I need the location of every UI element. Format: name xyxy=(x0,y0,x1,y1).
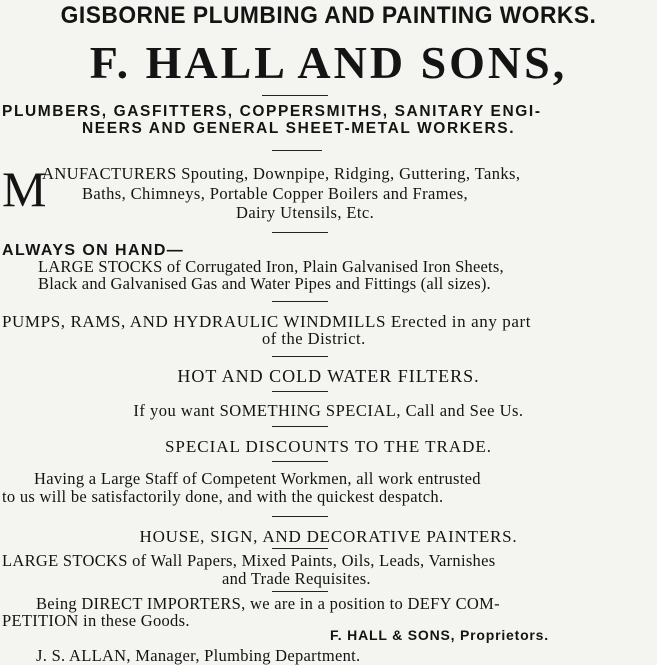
divider xyxy=(272,356,328,357)
divider xyxy=(272,591,328,592)
staff-line-2: to us will be satisfactorily done, and with the quickest despatch. xyxy=(2,487,444,506)
wall-papers-line-1: LARGE STOCKS of Wall Papers, Mixed Paints, Oils, Leads, Varnishes xyxy=(2,551,496,570)
divider xyxy=(272,150,322,151)
manufacturers-line-1: ANUFACTURERS Spouting, Downpipe, Ridging, Guttering, Tanks, xyxy=(42,164,521,183)
water-filters-line: HOT AND COLD WATER FILTERS. xyxy=(177,366,480,386)
works-title: GISBORNE PLUMBING AND PAINTING WORKS. xyxy=(60,2,597,29)
importers-line-1: Being DIRECT IMPORTERS, we are in a position to DEFY COM- xyxy=(36,594,500,613)
importers-line-2: PETITION in these Goods. xyxy=(2,611,190,630)
pumps-line-2: of the District. xyxy=(262,329,366,348)
divider xyxy=(272,301,328,302)
divider xyxy=(272,426,328,427)
divider xyxy=(272,232,328,233)
something-special-line: If you want SOMETHING SPECIAL, Call and See Us. xyxy=(133,401,524,420)
manufacturers-line-2: Baths, Chimneys, Portable Copper Boilers and Frames, xyxy=(82,184,469,203)
divider xyxy=(272,516,328,517)
divider xyxy=(262,95,328,96)
on-hand-line-1: LARGE STOCKS of Corrugated Iron, Plain Galvanised Iron Sheets, xyxy=(38,257,504,276)
pumps-line-1: PUMPS, RAMS, AND HYDRAULIC WINDMILLS Erected in any part xyxy=(2,312,532,331)
special-discounts-line: SPECIAL DISCOUNTS TO THE TRADE. xyxy=(164,437,493,456)
divider xyxy=(272,461,328,462)
on-hand-line-2: Black and Galvanised Gas and Water Pipes and Fittings (all sizes). xyxy=(38,274,491,293)
trades-line-1: PLUMBERS, GASFITTERS, COPPERSMITHS, SANITARY ENGI- xyxy=(2,103,542,120)
wall-papers-line-2: and Trade Requisites. xyxy=(222,569,371,588)
divider xyxy=(272,548,328,549)
divider xyxy=(272,391,328,392)
drop-cap: M xyxy=(2,161,47,217)
painters-heading: HOUSE, SIGN, AND DECORATIVE PAINTERS. xyxy=(139,527,518,546)
manager-line: J. S. ALLAN, Manager, Plumbing Department. xyxy=(36,646,361,665)
always-on-hand-heading: ALWAYS ON HAND— xyxy=(2,242,185,259)
staff-line-1: Having a Large Staff of Competent Workmen, all work entrusted xyxy=(34,469,481,488)
manufacturers-line-3: Dairy Utensils, Etc. xyxy=(236,203,375,222)
trades-line-2: NEERS AND GENERAL SHEET-METAL WORKERS. xyxy=(82,120,516,137)
firm-name-title: F. HALL AND SONS, xyxy=(89,37,568,88)
proprietors-signature: F. HALL & SONS, Proprietors. xyxy=(330,627,549,643)
